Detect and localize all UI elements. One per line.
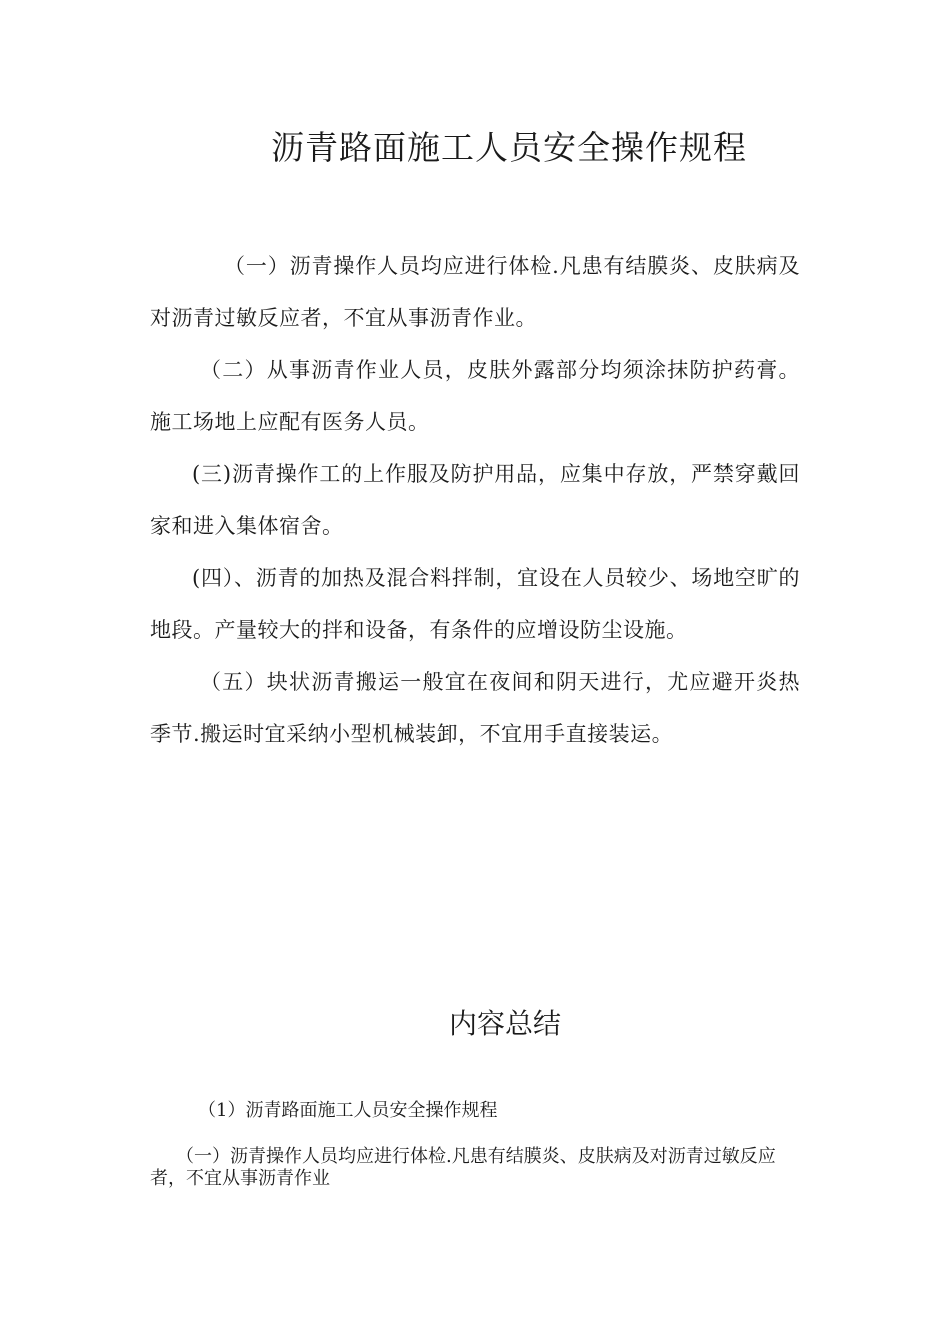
summary-item-2: （一）沥青操作人员均应进行体检.凡患有结膜炎、皮肤病及对沥青过敏反应者，不宜从事沥青作业 (150, 1146, 776, 1189)
summary-title: 内容总结 (448, 1007, 561, 1040)
document-title: 沥青路面施工人员安全操作规程 (271, 128, 747, 167)
document-body (150, 240, 800, 760)
paragraph-5: （五）块状沥青搬运一般宜在夜间和阴天进行，尤应避开炎热季节.搬运时宜采纳小型机械装卸，不宜用手直接装运。 (150, 670, 800, 746)
summary-list (150, 1100, 790, 1190)
paragraph-3: (三)沥青操作工的上作服及防护用品，应集中存放，严禁穿戴回家和进入集体宿舍。 (150, 462, 800, 538)
paragraph-2: （二）从事沥青作业人员，皮肤外露部分均须涂抹防护药膏。施工场地上应配有医务人员。 (150, 358, 800, 434)
summary-item-1: （1）沥青路面施工人员安全操作规程 (198, 1100, 498, 1121)
paragraph-1: （一）沥青操作人员均应进行体检.凡患有结膜炎、皮肤病及对沥青过敏反应者，不宜从事沥青作业。 (150, 254, 800, 330)
paragraph-4: (四）、沥青的加热及混合料拌制，宜设在人员较少、场地空旷的地段。产量较大的拌和设备，有条件的应增设防尘设施。 (150, 566, 800, 642)
